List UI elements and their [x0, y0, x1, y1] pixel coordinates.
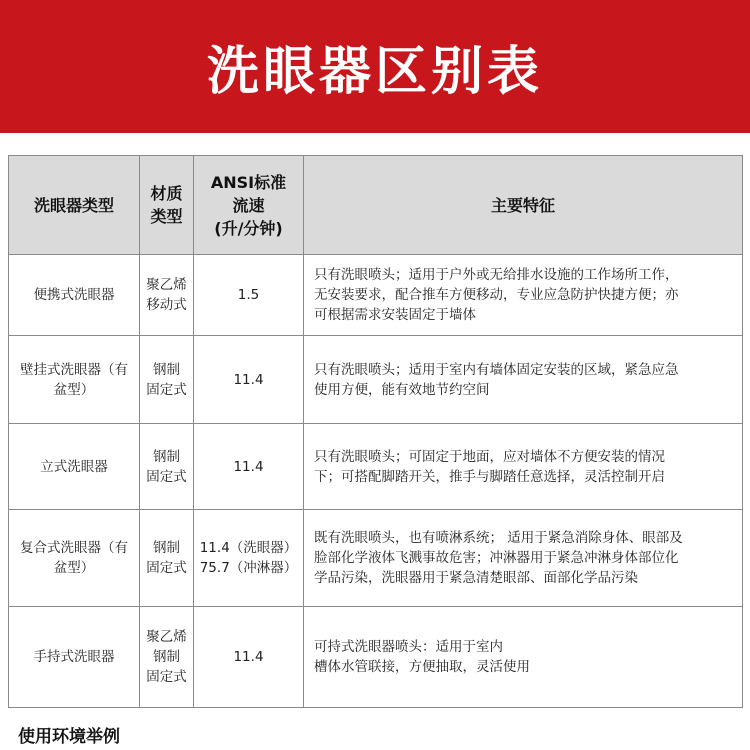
- cell-type: 便携式洗眼器: [9, 255, 140, 336]
- cell-features: 只有洗眼喷头；适用于室内有墙体固定安装的区域，紧急应急 使用方便，能有效地节约空间: [304, 336, 743, 424]
- cell-type: 壁挂式洗眼器（有 盆型）: [9, 336, 140, 424]
- cell-type: 手持式洗眼器: [9, 607, 140, 708]
- table-header-row: [9, 156, 743, 255]
- cell-features: 可持式洗眼器喷头：适用于室内 槽体水管联接，方便抽取，灵活使用: [304, 607, 743, 708]
- header-features: 主要特征: [304, 156, 743, 255]
- table-row: [9, 607, 743, 708]
- table-row: [9, 336, 743, 424]
- section-heading: 使用环境举例: [18, 727, 120, 747]
- cell-features: 既有洗眼喷头，也有喷淋系统； 适用于紧急消除身体、眼部及 脸部化学液体飞溅事故危害；冲淋器用于紧急冲淋身体部位化 学品污染，洗眼器用于紧急清楚眼部、面部化学品污染: [304, 510, 743, 607]
- header-flow-rate: ANSI标准 流速 (升/分钟): [194, 156, 304, 255]
- header-type: 洗眼器类型: [9, 156, 140, 255]
- cell-flow: 1.5: [194, 255, 304, 336]
- cell-material: 钢制 固定式: [140, 424, 194, 510]
- header-material: 材质 类型: [140, 156, 194, 255]
- cell-type: 复合式洗眼器（有 盆型）: [9, 510, 140, 607]
- cell-material: 钢制 固定式: [140, 336, 194, 424]
- cell-features: 只有洗眼喷头；适用于户外或无给排水设施的工作场所工作， 无安装要求，配合推车方便移动，专业应急防护快捷方便；亦 可根据需求安装固定于墙体: [304, 255, 743, 336]
- eyewash-comparison-table: [8, 155, 743, 708]
- cell-type: 立式洗眼器: [9, 424, 140, 510]
- cell-flow: 11.4: [194, 336, 304, 424]
- table-row: [9, 510, 743, 607]
- cell-flow: 11.4: [194, 607, 304, 708]
- page-title: 洗眼器区别表: [206, 42, 543, 102]
- table-row: [9, 255, 743, 336]
- cell-material: 钢制 固定式: [140, 510, 194, 607]
- cell-material: 聚乙烯 钢制 固定式: [140, 607, 194, 708]
- cell-material: 聚乙烯 移动式: [140, 255, 194, 336]
- cell-features: 只有洗眼喷头；可固定于地面，应对墙体不方便安装的情况 下；可搭配脚踏开关，推手与脚踏任意选择，灵活控制开启: [304, 424, 743, 510]
- cell-flow: 11.4: [194, 424, 304, 510]
- title-banner: [0, 0, 750, 133]
- cell-flow: 11.4（洗眼器） 75.7（冲淋器）: [194, 510, 304, 607]
- table-row: [9, 424, 743, 510]
